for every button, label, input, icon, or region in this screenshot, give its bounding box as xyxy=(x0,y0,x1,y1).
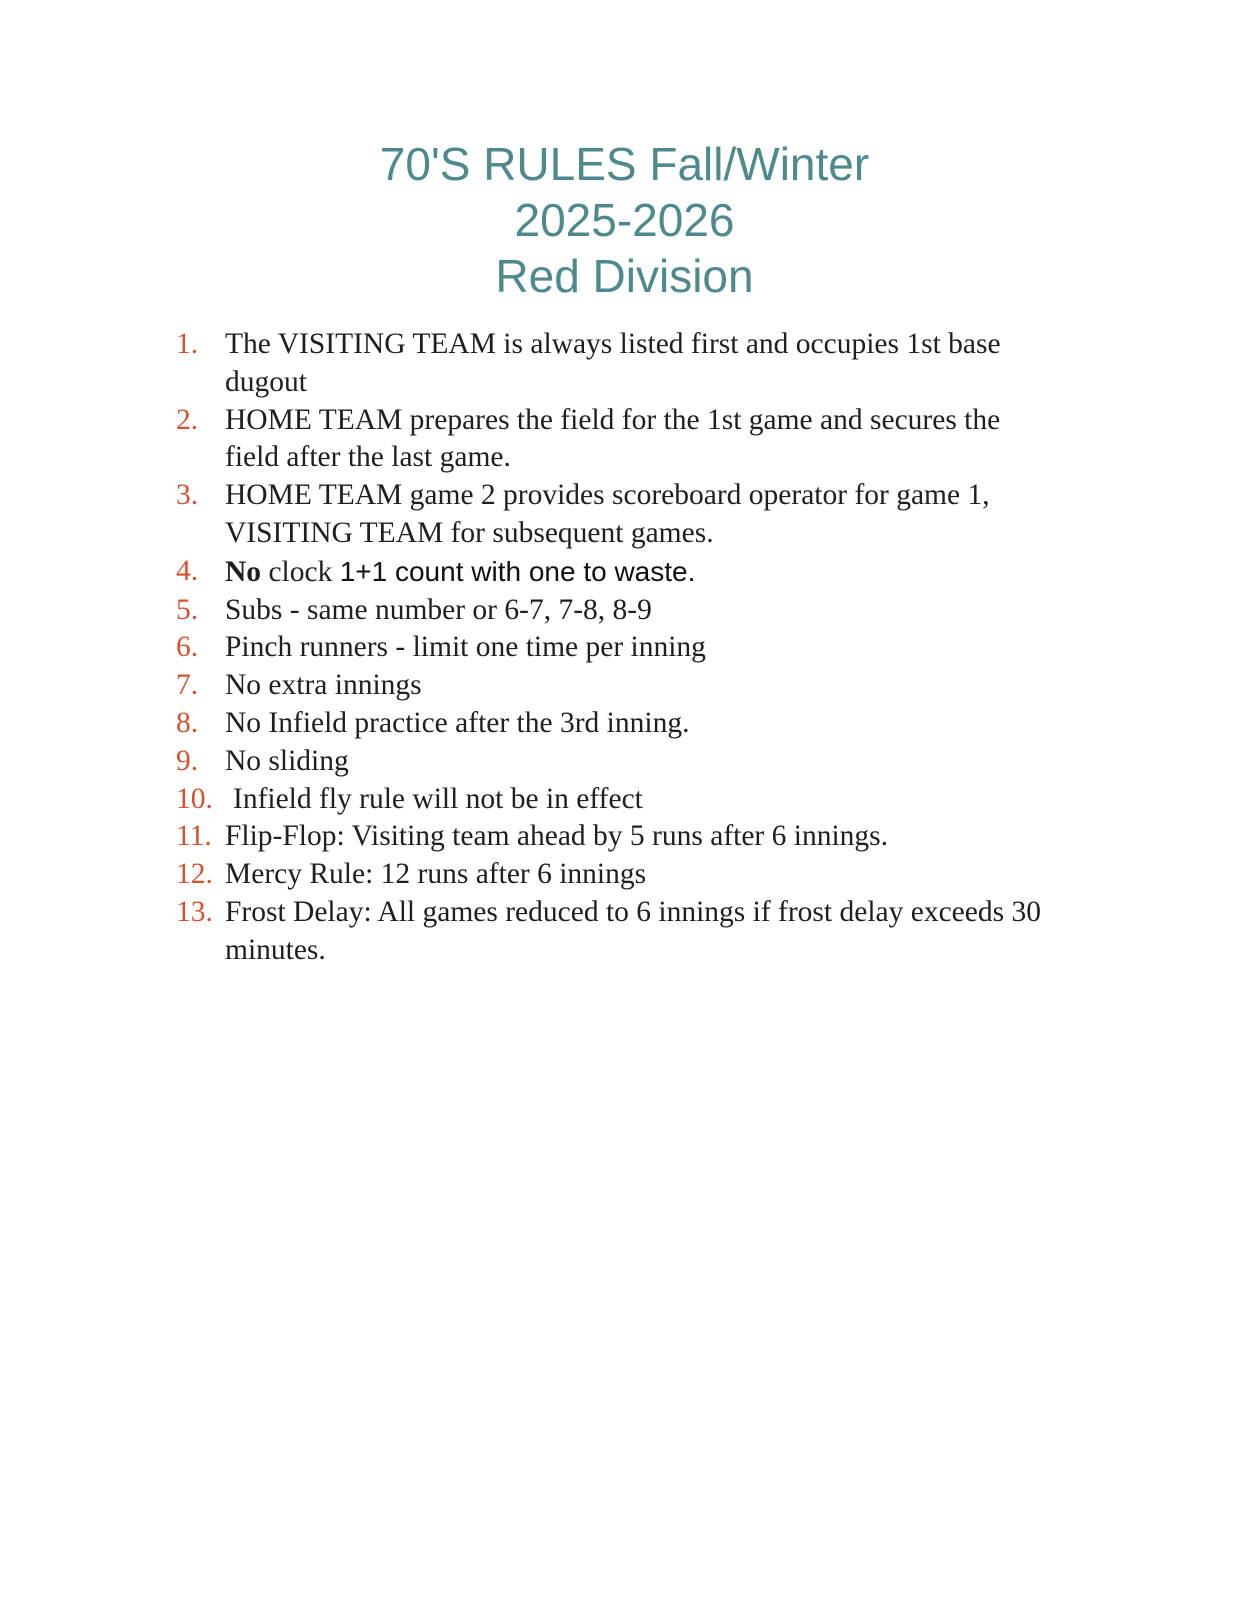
rule-number: 6. xyxy=(176,631,199,664)
rule-text: HOME TEAM game 2 provides scoreboard operator for game 1, VISITING TEAM for subsequent games. xyxy=(225,479,990,549)
rule-bold-text: No xyxy=(225,555,262,588)
rule-text: Infield fly rule will not be in effect xyxy=(233,782,643,815)
rule-item-13 xyxy=(176,894,1056,970)
rule-item-6 xyxy=(176,629,1056,667)
rules-list xyxy=(176,326,1056,970)
rule-text: Flip-Flop: Visiting team ahead by 5 runs after 6 innings. xyxy=(225,820,889,853)
rule-text: No Infield practice after the 3rd inning. xyxy=(225,706,690,739)
rule-number: 7. xyxy=(176,669,199,702)
rule-item-3 xyxy=(176,477,1056,553)
rule-item-1 xyxy=(176,326,1056,402)
rule-item-4 xyxy=(176,553,1056,592)
rule-item-10 xyxy=(176,781,1056,819)
rule-item-12 xyxy=(176,856,1056,894)
rule-number: 1. xyxy=(176,328,199,360)
rule-item-2 xyxy=(176,402,1056,478)
title-line-1: 70'S RULES Fall/Winter xyxy=(379,138,870,190)
rule-text: No sliding xyxy=(225,744,349,777)
rule-number: 9. xyxy=(176,744,199,777)
rule-text: Subs - same number or 6-7, 7-8, 8-9 xyxy=(225,593,652,626)
rule-text: clock xyxy=(261,555,340,588)
rule-text: The VISITING TEAM is always listed first and occupies 1st base dugout xyxy=(225,328,1001,398)
rule-item-8 xyxy=(176,705,1056,743)
rule-number: 10. xyxy=(176,782,213,815)
title-line-3: Red Division xyxy=(495,250,754,302)
rule-number: 11. xyxy=(176,820,212,853)
rule-item-11 xyxy=(176,818,1056,856)
rule-text: No extra innings xyxy=(225,669,422,702)
rule-number: 8. xyxy=(176,706,199,739)
rule-number: 12. xyxy=(176,858,213,891)
rule-number: 4. xyxy=(176,554,199,587)
document-title xyxy=(0,136,1237,304)
rule-item-5 xyxy=(176,592,1056,630)
rule-number: 3. xyxy=(176,479,199,512)
title-line-2: 2025-2026 xyxy=(514,194,735,246)
rule-text: Mercy Rule: 12 runs after 6 innings xyxy=(225,858,647,891)
rule-text: Frost Delay: All games reduced to 6 innings if frost delay exceeds 30 minutes. xyxy=(225,895,1041,966)
rule-text: HOME TEAM prepares the field for the 1st game and secures the field after the last game. xyxy=(225,403,1001,474)
rule-number: 2. xyxy=(176,403,199,436)
rule-sans-text: 1+1 count with one to waste. xyxy=(339,555,696,587)
rule-item-9 xyxy=(176,743,1056,781)
rule-item-7 xyxy=(176,667,1056,705)
rule-number: 5. xyxy=(176,593,199,626)
rule-number: 13. xyxy=(176,895,213,928)
rule-text: Pinch runners - limit one time per inning xyxy=(225,631,706,664)
